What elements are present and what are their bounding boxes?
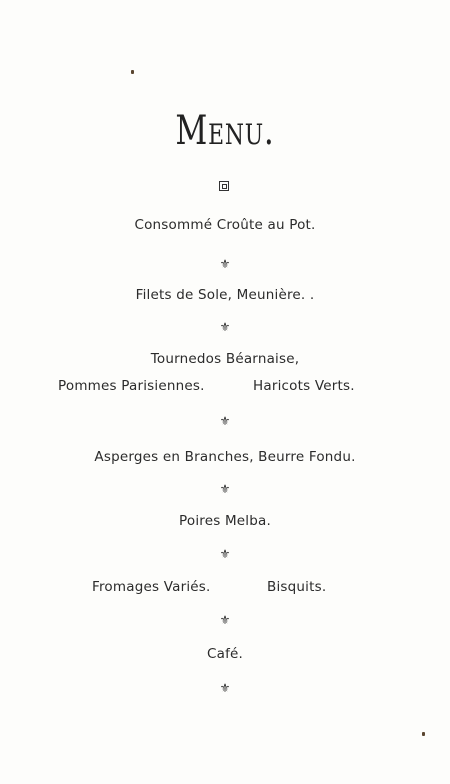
course-asperges: Asperges en Branches, Beurre Fondu.: [94, 449, 356, 465]
course-cafe: Café.: [206, 646, 244, 662]
course-poires-melba: Poires Melba.: [179, 513, 271, 529]
fleur-de-lis-icon: ⚜: [219, 320, 231, 334]
fleur-de-lis-icon: ⚜: [219, 482, 231, 496]
square-ornament-icon: [219, 181, 229, 191]
course-bisquits: Bisquits.: [267, 579, 327, 595]
fleur-de-lis-icon: ⚜: [219, 414, 231, 428]
course-haricots-verts: Haricots Verts.: [253, 378, 355, 394]
course-pommes-parisiennes: Pommes Parisiennes.: [58, 378, 205, 394]
course-filets-de-sole: Filets de Sole, Meunière. .: [135, 287, 315, 303]
course-fromages-varies: Fromages Variés.: [92, 579, 211, 595]
ink-speck: [422, 732, 425, 736]
course-consomme: Consommé Croûte au Pot.: [134, 217, 316, 233]
ink-speck: [131, 70, 134, 74]
menu-title: Menu.: [175, 108, 275, 154]
fleur-de-lis-icon: ⚜: [219, 681, 231, 695]
fleur-de-lis-icon: ⚜: [219, 257, 231, 271]
fleur-de-lis-icon: ⚜: [219, 547, 231, 561]
course-tournedos: Tournedos Béarnaise,: [150, 351, 300, 367]
fleur-de-lis-icon: ⚜: [219, 613, 231, 627]
